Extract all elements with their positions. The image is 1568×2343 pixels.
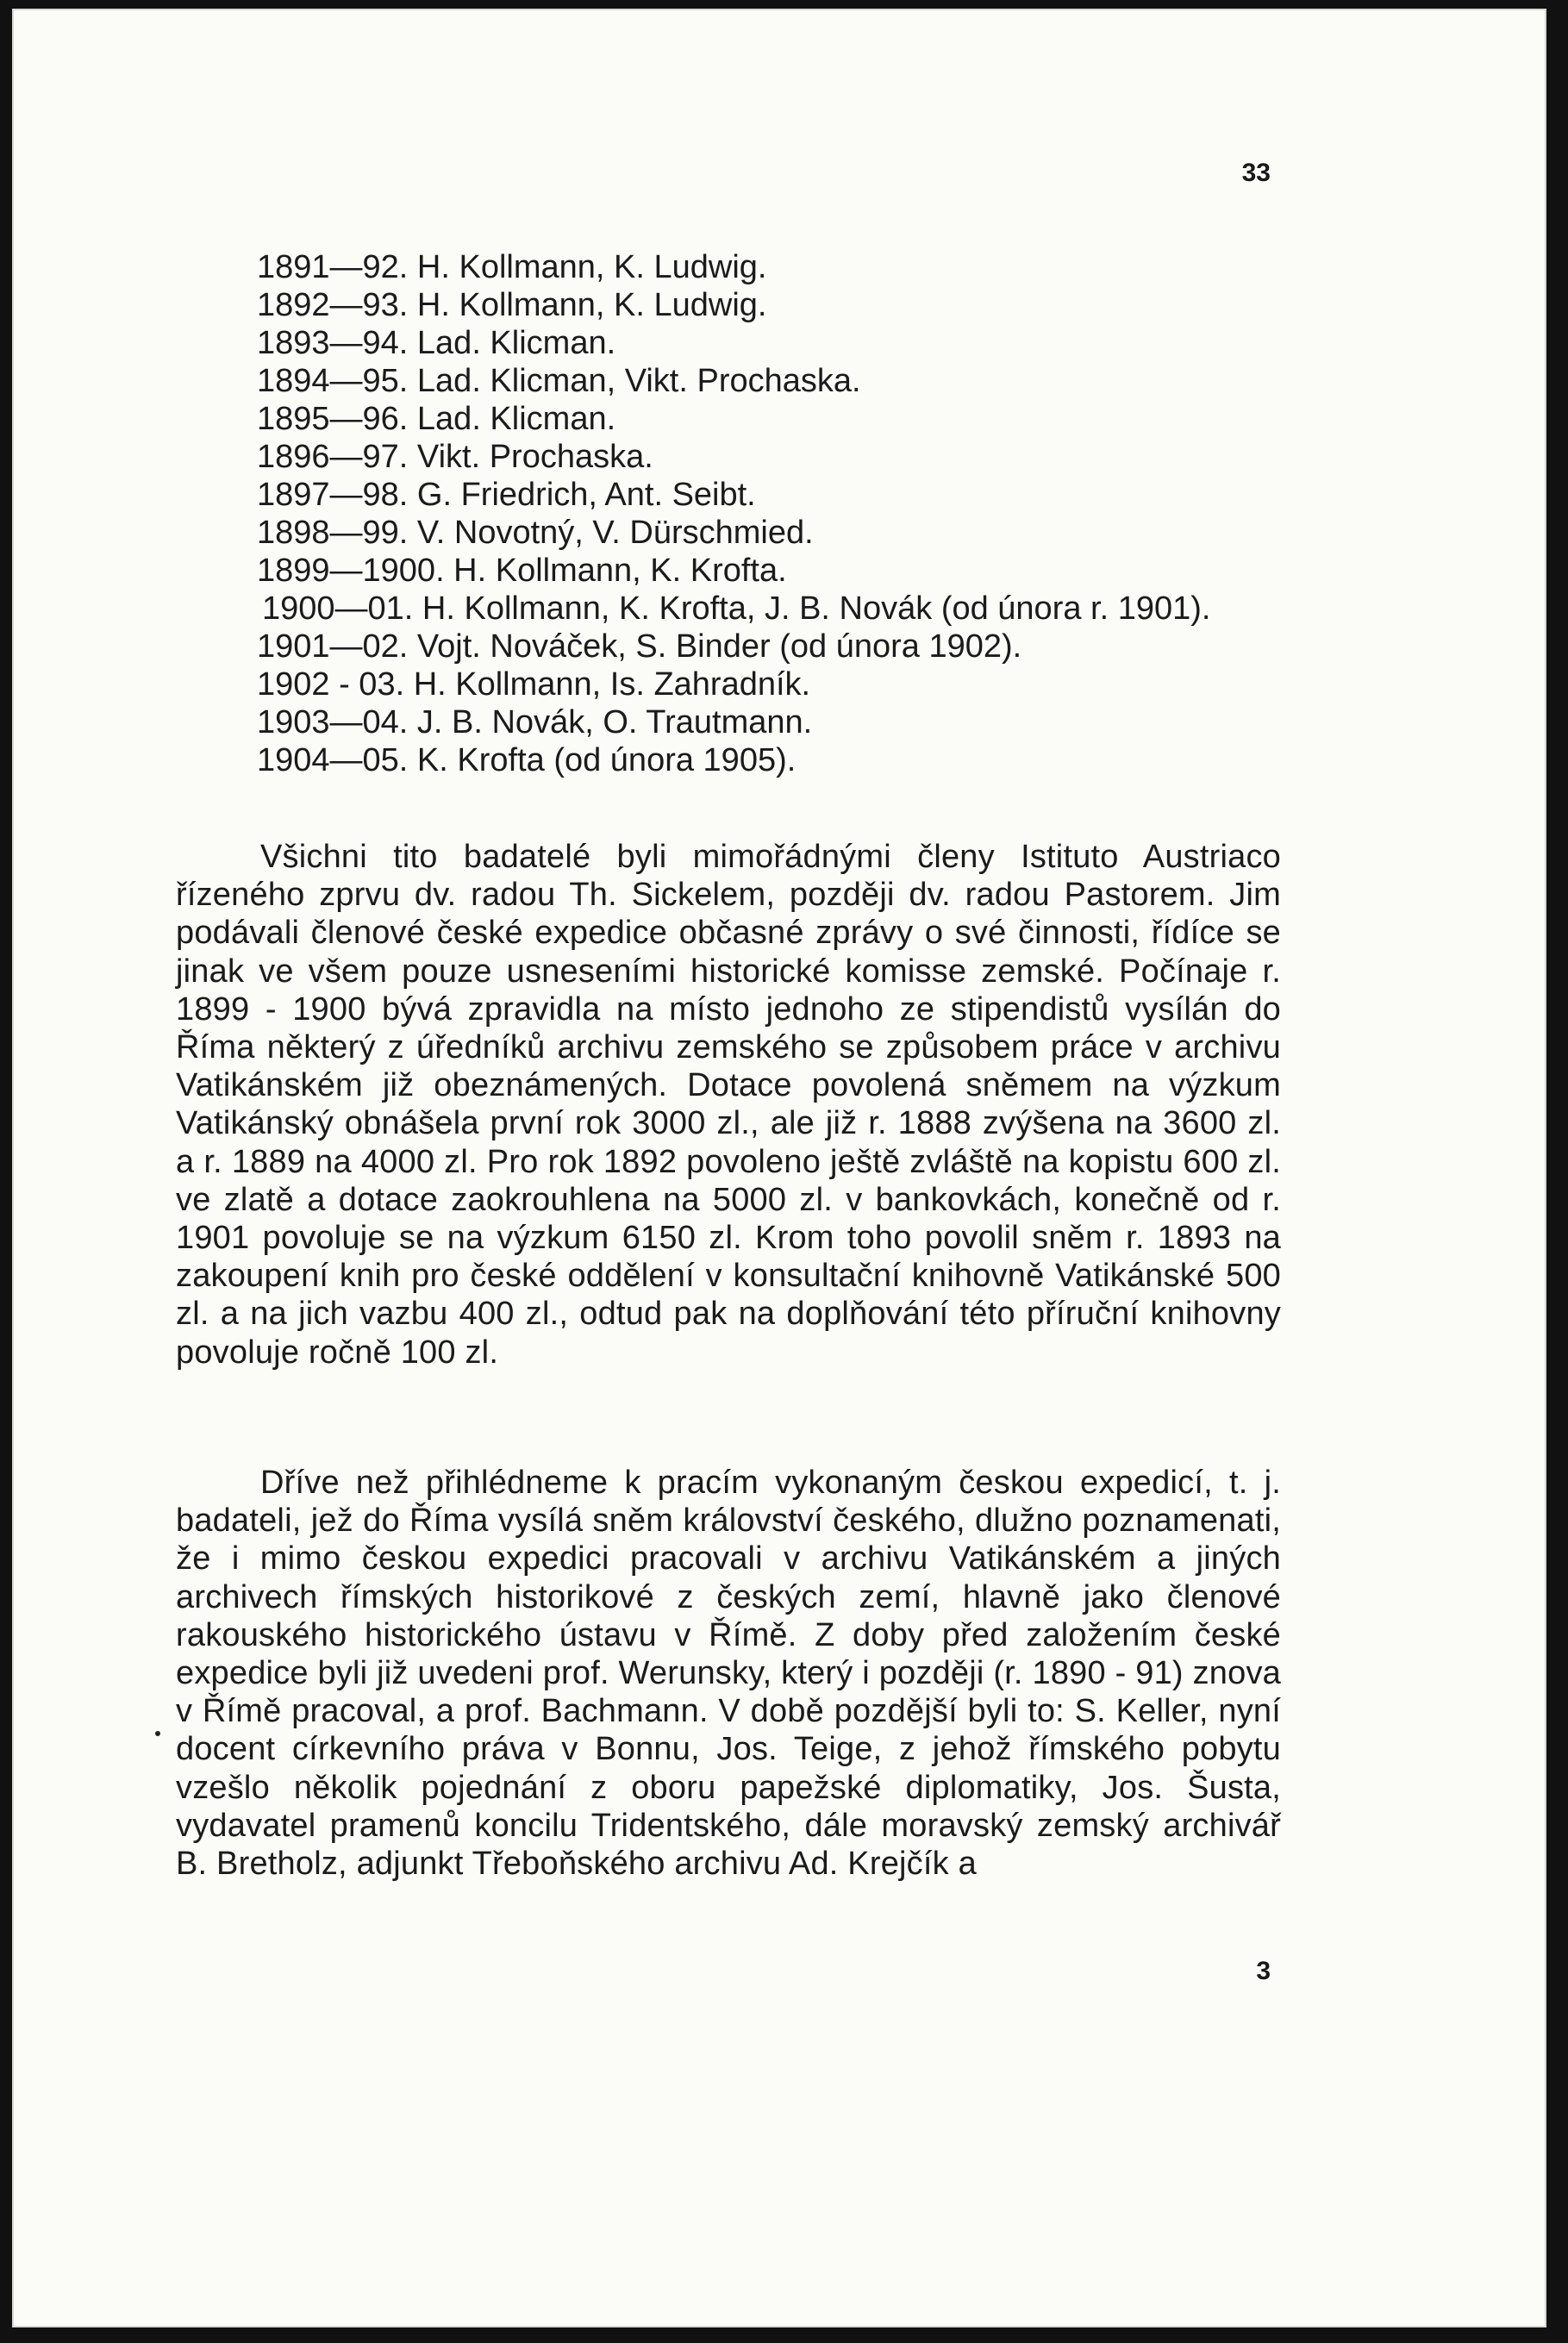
printer-signature: 3 <box>1256 1957 1271 1985</box>
body-paragraph: Všichni tito badatelé byli mimořádnými členy Istituto Austriaco řízeného zprvu dv. radou Th. Sickelem, později dv. radou Pastorem. Jim podávali členové české expedice občasné zprávy o své činnosti, řídíce se jinak ve všem pouze usneseními historické komisse zemské. Počínaje r. 1899 - 1900 bývá zpravidla na místo jednoho ze stipendistů vysílán do Říma některý z úředníků archivu zemského se způsobem práce v archivu Vatikánském již obeznámených. Dotace povolená sněmem na výzkum Vatikánský obnášela první rok 3000 zl., ale již r. 1888 zvýšena na 3600 zl. a r. 1889 na 4000 zl. Pro rok 1892 povoleno ještě zvláště na kopistu 600 zl. ve zlatě a dotace zaokrouhlena na 5000 zl. v bankovkách, konečně od r. 1901 povoluje se na výzkum 6150 zl. Krom toho povolil sněm r. 1893 na zakoupení knih pro české oddělení v konsultační knihovně Vatikánské 500 zl. a na jich vazbu 400 zl., odtud pak na doplňování této příruční knihovny povoluje ročně 100 zl. <box>176 839 1281 1371</box>
margin-mark <box>155 1731 160 1736</box>
roster-entry: 1896—97. Vikt. Prochaska. <box>257 439 653 475</box>
page-number: 33 <box>1241 159 1271 187</box>
body-paragraph: Dříve než přihlédneme k pracím vykonaným českou expedicí, t. j. badateli, jež do Říma vysílá sněm království českého, dlužno poznamenati, že i mimo českou expedici pracovali v archivu Vatikánském a jiných archivech římských historikové z českých zemí, hlavně jako členové rakouského historického ústavu v Římě. Z doby před založením české expedice byli již uvedeni prof. Werunsky, který i později (r. 1890 - 91) znova v Římě pracoval, a prof. Bachmann. V době pozdější byli to: S. Keller, nyní docent církevního práva v Bonnu, Jos. Teige, z jehož římského pobytu vzešlo několik pojednání z oboru papežské diplomatiky, Jos. Šusta, vydavatel pramenů koncilu Tridentského, dále moravský zemský archivář B. Bretholz, adjunkt Třeboňského archivu Ad. Krejčík a <box>176 1465 1281 1883</box>
expedition-roster <box>162 248 1281 779</box>
roster-entry: 1895—96. Lad. Klicman. <box>257 401 616 437</box>
roster-entry: 1903—04. J. B. Novák, O. Trautmann. <box>257 704 813 740</box>
roster-entry: 1898—99. V. Novotný, V. Dürschmied. <box>257 515 814 551</box>
document-page <box>12 9 1546 2327</box>
roster-entry: 1899—1900. H. Kollmann, K. Krofta. <box>257 553 787 589</box>
roster-entry: 1897—98. G. Friedrich, Ant. Seibt. <box>257 477 756 513</box>
roster-entry: 1900—01. H. Kollmann, K. Krofta, J. B. Novák (od února r. 1901). <box>262 590 1211 627</box>
roster-entry: 1894—95. Lad. Klicman, Vikt. Prochaska. <box>257 363 861 399</box>
roster-entry: 1893—94. Lad. Klicman. <box>257 325 616 361</box>
roster-entry: 1892—93. H. Kollmann, K. Ludwig. <box>257 287 767 323</box>
roster-entry: 1901—02. Vojt. Nováček, S. Binder (od února 1902). <box>257 628 1022 665</box>
roster-entry: 1902 - 03. H. Kollmann, Is. Zahradník. <box>257 666 811 703</box>
roster-entry: 1891—92. H. Kollmann, K. Ludwig. <box>257 249 767 285</box>
roster-entry: 1904—05. K. Krofta (od února 1905). <box>257 742 796 778</box>
